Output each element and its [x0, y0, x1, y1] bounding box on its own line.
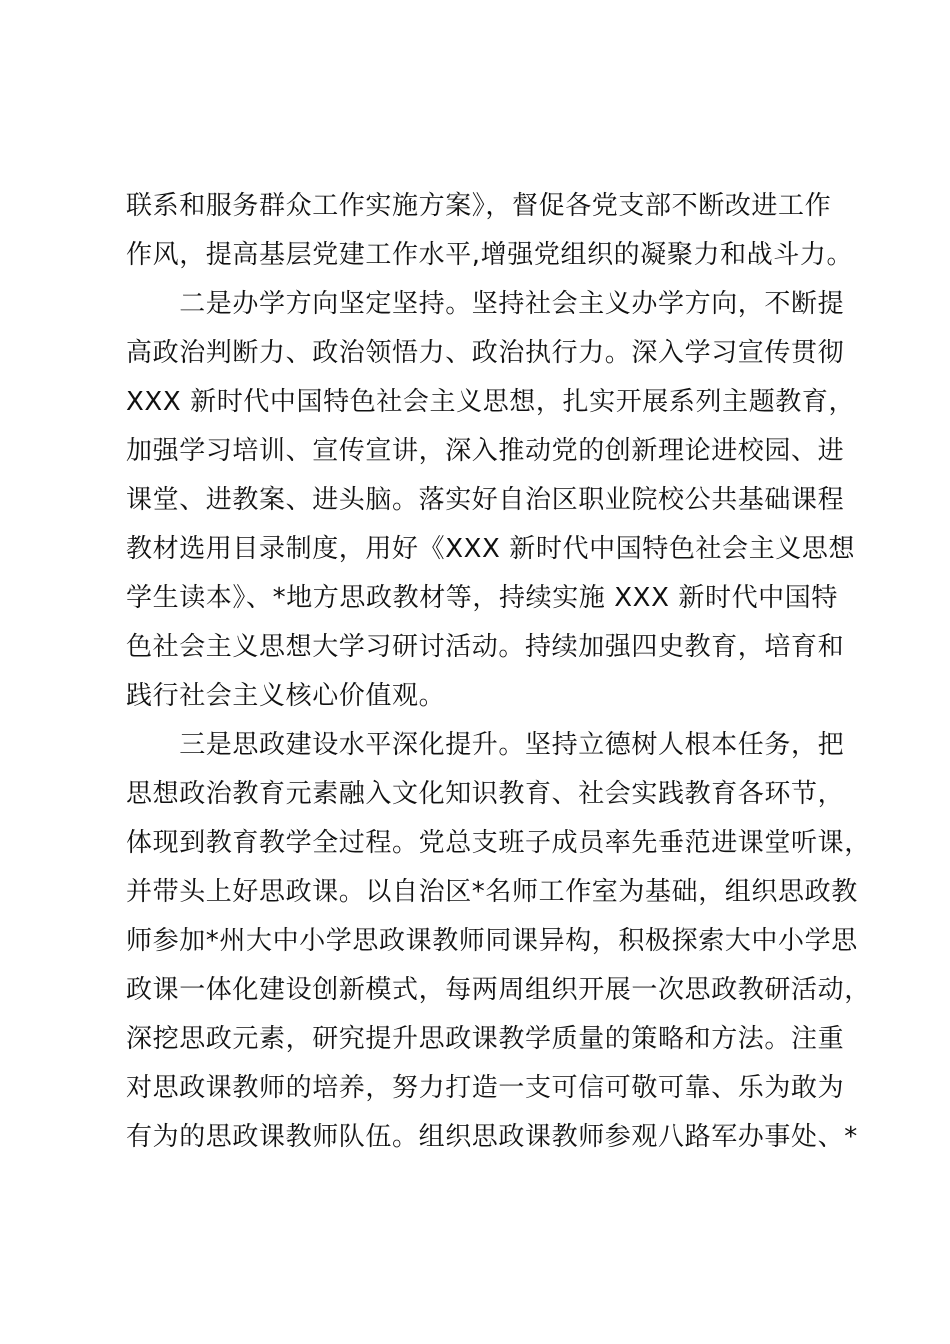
- text-line: XXX 新时代中国特色社会主义思想，扎实开展系列主题教育，: [126, 387, 856, 417]
- text-line: 加强学习培训、宣传宣讲，深入推动党的创新理论进校园、进: [126, 436, 845, 466]
- text-line: 色社会主义思想大学习研讨活动。持续加强四史教育，培育和: [126, 632, 845, 662]
- text-line: 师参加*州大中小学思政课教师同课异构，积极探索大中小学思: [126, 926, 858, 956]
- text-line: 学生读本》、*地方思政教材等，持续实施 XXX 新时代中国特: [126, 583, 838, 613]
- text-line: 作风，提高基层党建工作水平,增强党组织的凝聚力和战斗力。: [126, 240, 854, 270]
- text-line: 对思政课教师的培养，努力打造一支可信可敬可靠、乐为敢为: [126, 1073, 845, 1103]
- text-line: 三是思政建设水平深化提升。坚持立德树人根本任务，把: [126, 730, 845, 760]
- text-line: 并带头上好思政课。以自治区*名师工作室为基础，组织思政教: [126, 877, 858, 907]
- text-line: 政课一体化建设创新模式，每两周组织开展一次思政教研活动，: [126, 975, 871, 1005]
- text-line: 体现到教育教学全过程。党总支班子成员率先垂范进课堂听课，: [126, 828, 871, 858]
- text-line: 有为的思政课教师队伍。组织思政课教师参观八路军办事处、*: [126, 1122, 858, 1152]
- text-line: 高政治判断力、政治领悟力、政治执行力。深入学习宣传贯彻: [126, 338, 845, 368]
- text-line: 二是办学方向坚定坚持。坚持社会主义办学方向，不断提: [126, 289, 845, 319]
- text-line: 教材选用目录制度，用好《XXX 新时代中国特色社会主义思想: [126, 534, 856, 564]
- text-line: 思想政治教育元素融入文化知识教育、社会实践教育各环节，: [126, 779, 845, 809]
- document-body: [126, 182, 871, 1162]
- text-line: 践行社会主义核心价值观。: [126, 681, 446, 711]
- text-line: 联系和服务群众工作实施方案》，督促各党支部不断改进工作: [126, 191, 832, 221]
- text-line: 课堂、进教案、进头脑。落实好自治区职业院校公共基础课程: [126, 485, 845, 515]
- text-line: 深挖思政元素，研究提升思政课教学质量的策略和方法。注重: [126, 1024, 845, 1054]
